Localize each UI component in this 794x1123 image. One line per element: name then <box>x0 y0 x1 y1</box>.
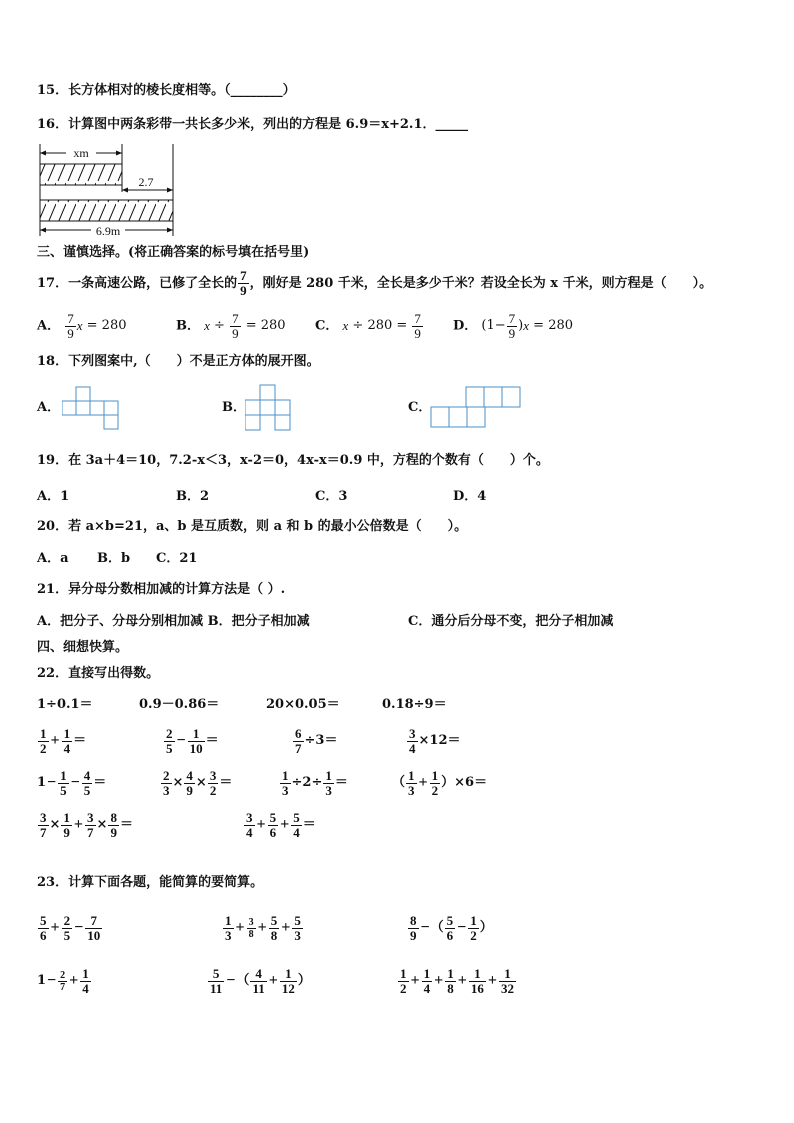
top-ribbon <box>40 164 122 185</box>
q21-option-c[interactable]: C．通分后分母不变，把分子相加减 <box>408 614 614 629</box>
question-17: 17．一条高速公路，已修了全长的 $\frac{7}{9}$ ，刚好是 280 千米，全长是多少千米？若设全长为 x 千米，则方程是（ ）。 <box>37 268 713 298</box>
q22-item-10: $\frac{2}{3}$ × $\frac{4}{9}$ × $\frac{3}{2}$ ＝ <box>163 767 233 798</box>
bottom-length-label: 6.9m <box>95 224 121 238</box>
q22-item-9: 1− $\frac{1}{5}$ − $\frac{4}{5}$ ＝ <box>37 767 107 798</box>
q20-option-c[interactable]: C．21 <box>156 551 198 566</box>
q22-item-14: $\frac{3}{4}$ + $\frac{5}{6}$ + $\frac{5}{4}$ ＝ <box>246 809 316 840</box>
q19-option-c[interactable]: C．3 <box>315 489 348 504</box>
bottom-ribbon <box>40 200 173 221</box>
middle-length-label: 2.7 <box>138 175 154 189</box>
q17-option-b[interactable]: B． x ÷ $\frac{7}{9}$ = 280 <box>176 310 286 341</box>
section-4-heading: 四、细想快算。 <box>37 640 129 655</box>
question-20: 20．若 a×b=21，a、b 是互质数，则 a 和 b 的最小公倍数是（ ）。 <box>37 519 468 534</box>
q22-item-2: 0.9－0.86＝ <box>139 697 220 712</box>
q22-item-5: $\frac{1}{2}$ + $\frac{1}{4}$ ＝ <box>40 725 87 756</box>
q22-item-3: 20×0.05＝ <box>266 697 340 712</box>
q20-option-b[interactable]: B．b <box>97 551 131 566</box>
answer-blank[interactable]: ________ <box>230 83 283 98</box>
fraction-7-9: $\frac{7}{9}$ <box>240 268 247 298</box>
question-15: 15．长方体相对的棱长度相等。（________） <box>37 83 296 98</box>
q21-options-ab[interactable]: A．把分子、分母分别相加减 B．把分子相加减 <box>37 614 310 629</box>
question-19: 19．在 3a＋4＝10，7.2-x＜3，x-2＝0，4x-x＝0.9 中，方程的个数有（ ）个。 <box>37 453 549 468</box>
top-length-label: xm <box>73 146 89 160</box>
cube-net-b <box>245 384 293 432</box>
fraction-7-9: $\frac{7}{9}$ <box>414 310 421 341</box>
q23-item-3: $\frac{8}{9}$ −（ $\frac{5}{6}$ − $\frac{1}{2}$ ） <box>410 912 493 943</box>
q22-item-12: （ $\frac{1}{3}$ + $\frac{1}{2}$ ）×6＝ <box>392 767 488 798</box>
q17-option-c[interactable]: C． x ÷ 280 = $\frac{7}{9}$ <box>315 310 421 341</box>
q18-option-a[interactable]: A． <box>37 400 61 415</box>
q23-item-2: $\frac{1}{3}$ + $\frac{3}{8}$ + $\frac{5}{8}$ + $\frac{5}{3}$ <box>225 912 301 943</box>
question-23: 23．计算下面各题，能简算的要简算。 <box>37 875 264 890</box>
q23-item-6: $\frac{1}{2}$ + $\frac{1}{4}$ + $\frac{1}{8}$ + $\frac{1}{16}$ + $\frac{1}{32}$ <box>400 965 514 996</box>
cube-net-c <box>430 386 524 430</box>
q22-item-8: $\frac{3}{4}$ ×12＝ <box>409 725 461 756</box>
fraction-7-9: $\frac{7}{9}$ <box>508 310 516 341</box>
question-21: 21．异分母分数相加减的计算方法是（ ）. <box>37 582 286 597</box>
question-18: 18．下列图案中,（ ）不是正方体的展开图。 <box>37 354 320 369</box>
q23-item-4: 1− $\frac{2}{7}$ + $\frac{1}{4}$ <box>37 965 89 996</box>
q22-item-7: $\frac{6}{7}$ ÷3＝ <box>295 725 338 756</box>
q17-option-a[interactable]: A． $\frac{7}{9}$ x = 280 <box>37 310 127 341</box>
q19-option-a[interactable]: A．1 <box>37 489 70 504</box>
q22-item-13: $\frac{3}{7}$ × $\frac{1}{9}$ + $\frac{3}{7}$ × $\frac{8}{9}$ ＝ <box>40 809 133 840</box>
q17-option-d[interactable]: D． (1− $\frac{7}{9}$ )x = 280 <box>453 310 574 341</box>
cube-net-a <box>62 386 124 432</box>
q18-option-c[interactable]: C． <box>408 400 432 415</box>
section-3-heading: 三、谨慎选择。(将正确答案的标号填在括号里) <box>37 245 310 260</box>
q18-option-b[interactable]: B． <box>222 400 246 415</box>
question-16: 16．计算图中两条彩带一共长多少米，列出的方程是 6.9＝x+2.1．_____ <box>37 117 468 132</box>
ribbon-diagram <box>36 140 181 240</box>
q19-option-b[interactable]: B．2 <box>176 489 210 504</box>
answer-blank[interactable]: _____ <box>435 117 468 132</box>
q23-item-5: $\frac{5}{11}$ −（ $\frac{4}{11}$ + $\frac{1}{12}$ ） <box>210 965 311 996</box>
q23-item-1: $\frac{5}{6}$ + $\frac{2}{5}$ − $\frac{7}{10}$ <box>40 912 101 943</box>
q22-item-1: 1÷0.1＝ <box>37 697 93 712</box>
fraction-7-9: $\frac{7}{9}$ <box>232 310 239 341</box>
q22-item-6: $\frac{2}{5}$ − $\frac{1}{10}$ ＝ <box>166 725 219 756</box>
question-22: 22．直接写出得数。 <box>37 666 160 681</box>
q22-item-11: $\frac{1}{3}$ ÷2÷ $\frac{1}{3}$ ＝ <box>282 767 348 798</box>
q22-item-4: 0.18÷9＝ <box>382 697 447 712</box>
fraction-7-9: $\frac{7}{9}$ <box>67 310 74 341</box>
q20-option-a[interactable]: A．a <box>37 551 69 566</box>
q19-option-d[interactable]: D．4 <box>453 489 487 504</box>
